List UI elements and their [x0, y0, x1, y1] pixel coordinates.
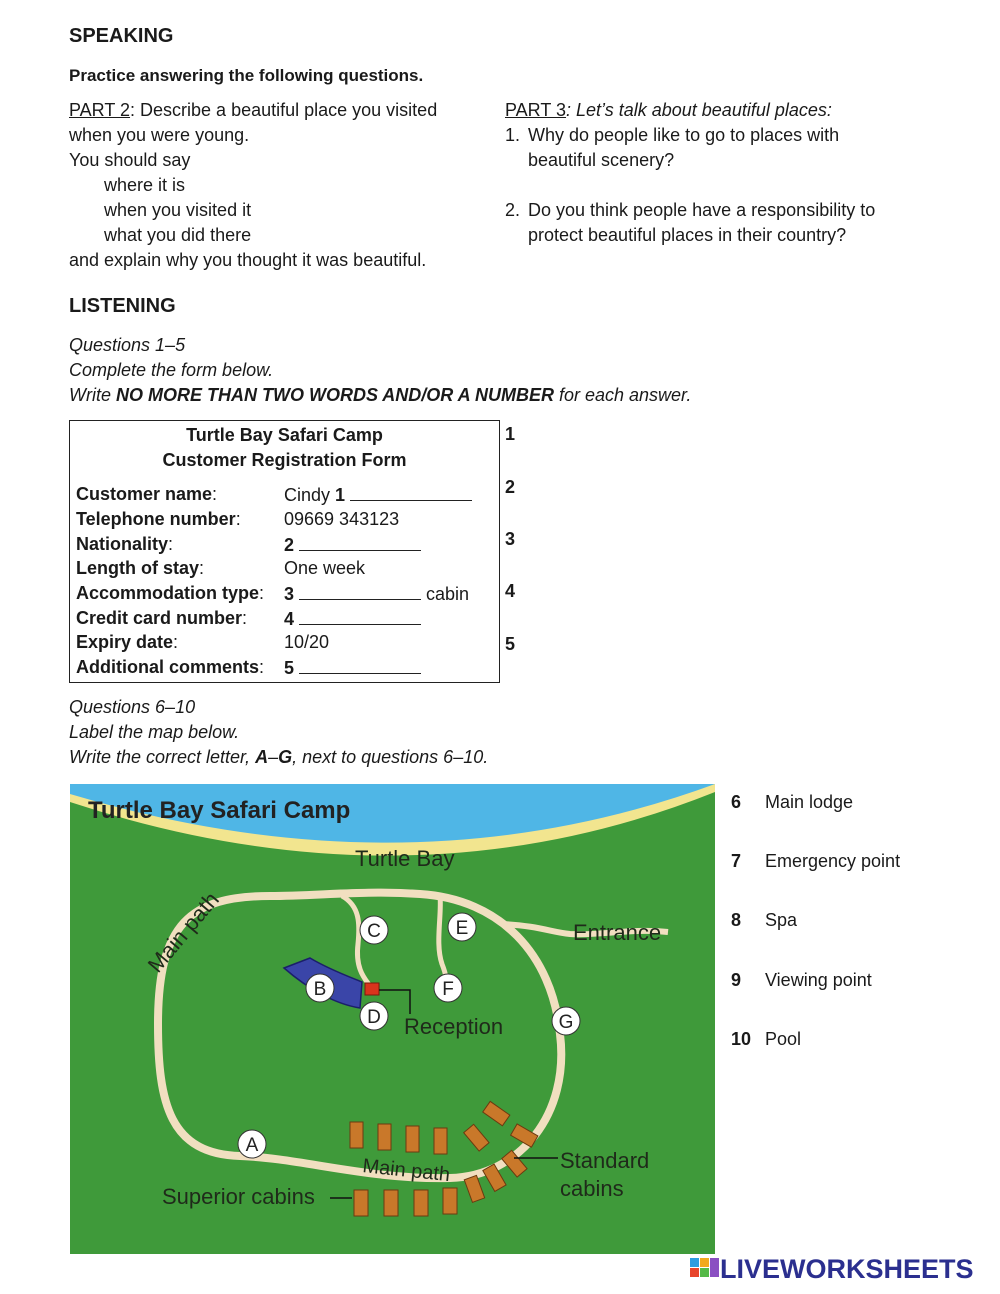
marker-letter: B: [313, 979, 327, 1000]
form-row-label: [76, 558, 204, 579]
part2-line2: when you were young.: [69, 125, 250, 145]
form-row-value: [284, 583, 469, 605]
question-7-number: 7: [731, 851, 742, 871]
question-10-label[interactable]: Pool: [765, 1029, 802, 1049]
part2-line3: You should say: [69, 150, 191, 170]
section2-line2-post: , next to questions 6–10.: [292, 747, 489, 767]
label-accommodation: Accommodation type: [76, 583, 260, 603]
part3-q1-num: 1.: [505, 125, 521, 145]
registration-form: [69, 420, 500, 683]
answer-slot-3[interactable]: 3: [505, 529, 516, 549]
label-telephone: Telephone number: [76, 509, 236, 529]
map-title: Turtle Bay Safari Camp: [88, 797, 351, 824]
section1-line1: Complete the form below.: [69, 360, 274, 380]
listening-heading: LISTENING: [69, 295, 176, 317]
cabin: [443, 1188, 457, 1214]
answer-blank-5[interactable]: [299, 657, 421, 674]
label-expiry: Expiry date: [76, 632, 174, 652]
section1-line2-post: for each answer.: [553, 385, 692, 405]
section2-instructions: [69, 695, 769, 770]
part3-q2-num: 2.: [505, 200, 521, 220]
letter-a: A: [255, 747, 269, 767]
map-bay-label: Turtle Bay: [355, 846, 455, 871]
section1-line2-bold: NO MORE THAN TWO WORDS AND/OR A NUMBER: [116, 385, 554, 405]
value-telephone: 09669 343123: [284, 509, 400, 529]
marker-letter: G: [558, 1012, 574, 1033]
section2-line2-pre: Write the correct letter,: [69, 747, 256, 767]
question-6-label[interactable]: Main lodge: [765, 792, 854, 812]
part2-block: [69, 98, 489, 273]
part2-cue2: when you visited it: [104, 200, 252, 220]
logo-text: LIVEWORKSHEETS: [720, 1254, 974, 1284]
value-post: cabin: [421, 584, 470, 604]
speaking-instruction: Practice answering the following questions.: [69, 66, 424, 85]
question-8-number: 8: [731, 910, 742, 930]
logo-svg: [690, 1252, 990, 1286]
letter-marker-e[interactable]: [448, 913, 476, 941]
standard-label-1: Standard: [560, 1148, 650, 1173]
colon: :: [168, 534, 174, 554]
part2-title: PART 2: [69, 100, 131, 120]
logo-blocks-icon: [690, 1258, 719, 1277]
value-expiry: 10/20: [284, 632, 330, 652]
label-credit-card: Credit card number: [76, 608, 243, 628]
section1-instructions: [69, 333, 769, 408]
answer-number: 2: [284, 535, 295, 555]
colon: :: [199, 558, 205, 578]
marker-letter: F: [442, 979, 454, 1000]
part3-q2-line2: protect beautiful places in their country?: [528, 225, 847, 245]
cabin: [378, 1124, 391, 1150]
answer-slot-2[interactable]: 2: [505, 477, 516, 497]
main-path-label-1: Main path: [142, 887, 224, 978]
question-9-number: 9: [731, 970, 742, 990]
question-6-number: 6: [731, 792, 742, 812]
answer-slot-4[interactable]: 4: [505, 581, 516, 601]
form-row-label: [76, 534, 173, 555]
colon: :: [235, 509, 241, 529]
cabin: [384, 1190, 398, 1216]
letter-marker-c[interactable]: [360, 916, 388, 944]
answer-number: 1: [335, 485, 346, 505]
part2-line4: and explain why you thought it was beautiful.: [69, 250, 427, 270]
section1-range: Questions 1–5: [69, 335, 186, 355]
part3-title: PART 3: [505, 100, 567, 120]
answer-blank-4[interactable]: [299, 608, 421, 625]
section2-line1: Label the map below.: [69, 722, 240, 742]
marker-letter: E: [455, 918, 469, 939]
part2-cue3: what you did there: [104, 225, 252, 245]
superior-label: Superior cabins: [162, 1184, 315, 1209]
camp-map: [70, 784, 715, 1254]
marker-letter: A: [245, 1135, 259, 1156]
reception-building: [365, 983, 379, 995]
main-path-label-2: Main path: [361, 1155, 452, 1187]
cabin: [434, 1128, 447, 1154]
dash: –: [268, 747, 279, 767]
label-nationality: Nationality: [76, 534, 169, 554]
letter-marker-a[interactable]: [238, 1130, 266, 1158]
value-length-of-stay: One week: [284, 558, 366, 578]
question-7-label[interactable]: Emergency point: [765, 851, 901, 871]
answer-blank-2[interactable]: [299, 534, 421, 551]
part3-q1-line2: beautiful scenery?: [528, 150, 675, 170]
form-title-1: Turtle Bay Safari Camp: [186, 425, 383, 445]
question-8-label[interactable]: Spa: [765, 910, 798, 930]
answer-blank-3[interactable]: [299, 583, 421, 600]
question-9-label[interactable]: Viewing point: [765, 970, 872, 990]
label-length-of-stay: Length of stay: [76, 558, 200, 578]
section1-line2-pre: Write: [69, 385, 116, 405]
label-comments: Additional comments: [76, 657, 260, 677]
answer-slot-5[interactable]: 5: [505, 634, 516, 654]
colon: :: [259, 657, 265, 677]
colon: :: [212, 484, 218, 504]
marker-letter: D: [367, 1007, 381, 1028]
answer-number: 5: [284, 658, 295, 678]
answer-number: 4: [284, 609, 295, 629]
speaking-heading: SPEAKING: [69, 25, 174, 47]
form-row-value: [284, 484, 472, 506]
cabin: [354, 1190, 368, 1216]
form-row-label: [76, 608, 247, 629]
cabin: [414, 1190, 428, 1216]
form-row-label: [76, 509, 241, 530]
form-title-2: Customer Registration Form: [162, 450, 407, 470]
part2-cue1: where it is: [104, 175, 186, 195]
section2-range: Questions 6–10: [69, 697, 196, 717]
form-row-label: [76, 484, 217, 505]
cabin: [406, 1126, 419, 1152]
entrance-label: Entrance: [573, 920, 662, 945]
form-row-value: [284, 657, 421, 679]
answer-slot-1[interactable]: 1: [505, 424, 516, 444]
form-row-value: [284, 534, 421, 556]
part3-intro: : Let’s talk about beautiful places:: [566, 100, 832, 120]
letter-marker-f[interactable]: [434, 974, 462, 1002]
reception-label: Reception: [404, 1014, 504, 1039]
standard-label-2: cabins: [560, 1176, 624, 1201]
liveworksheets-logo: [690, 1252, 990, 1286]
answer-blank-1[interactable]: [350, 484, 472, 501]
part3-block: [505, 98, 945, 248]
colon: :: [242, 608, 248, 628]
question-10-number: 10: [731, 1029, 752, 1049]
label-customer-name: Customer name: [76, 484, 213, 504]
part2-line1: : Describe a beautiful place you visited: [130, 100, 438, 120]
letter-marker-d[interactable]: [360, 1002, 388, 1030]
form-row-label: [76, 632, 178, 653]
marker-letter: C: [367, 921, 381, 942]
part3-q1-line1: Why do people like to go to places with: [528, 125, 840, 145]
colon: :: [259, 583, 265, 603]
letter-g: G: [278, 747, 293, 767]
form-row-label: [76, 657, 264, 678]
form-row-label: [76, 583, 264, 604]
letter-marker-b[interactable]: [306, 974, 334, 1002]
letter-marker-g[interactable]: [552, 1007, 580, 1035]
colon: :: [173, 632, 179, 652]
cabin: [350, 1122, 363, 1148]
part3-q2-line1: Do you think people have a responsibility to: [528, 200, 876, 220]
answer-number: 3: [284, 584, 295, 604]
form-row-value: [284, 608, 421, 630]
value-pre: Cindy: [284, 485, 336, 505]
